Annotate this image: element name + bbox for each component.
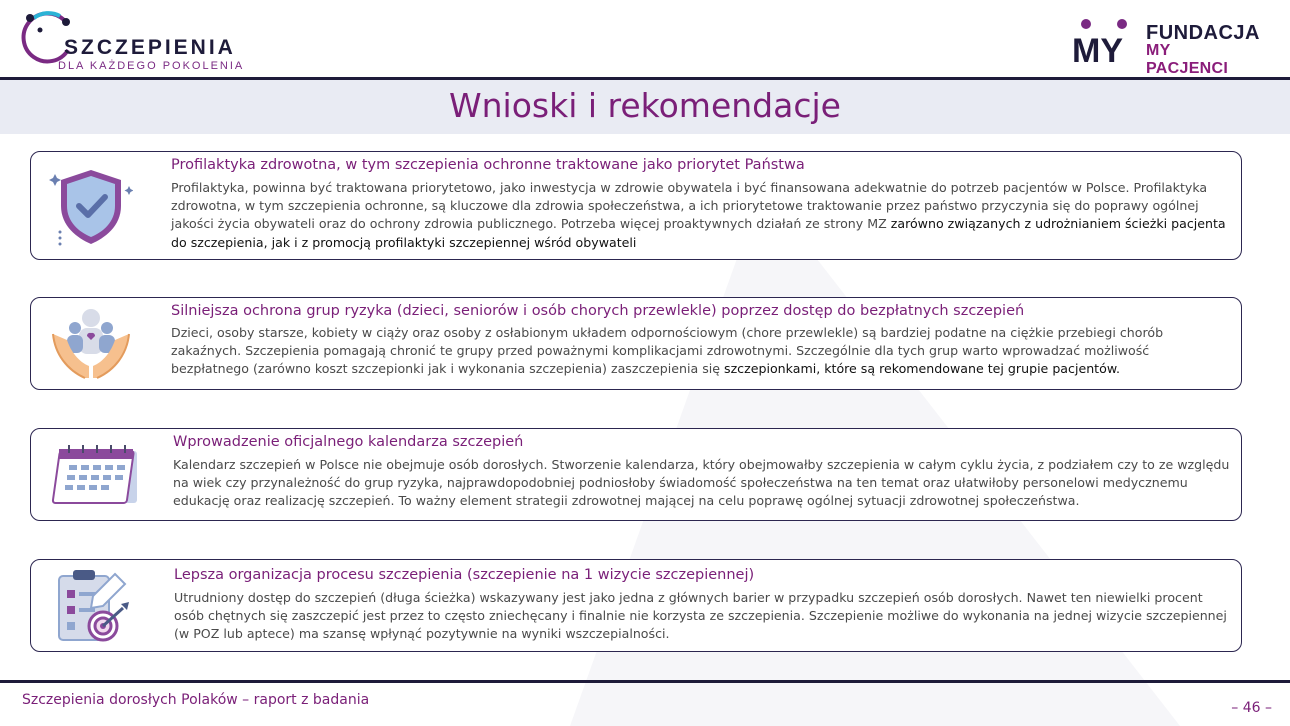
logo-fundacja-text: FUNDACJA <box>1146 22 1260 44</box>
card-body-emphasis: szczepionkami, które są rekomendowane tej grupie pacjentów. <box>724 361 1120 377</box>
logo-sub-text: DLA KAŻDEGO POKOLENIA <box>58 60 245 72</box>
card-body-text: Profilaktyka, powinna być traktowana priorytetowo, jako inwestycja w zdrowie obywatela i być finansowana adekwatnie do potrzeb pacjentów w Polsce. Profilaktyka zdrowotna, w tym szczepienia ochronne, są kluczowe dla zdrowia społeczeństwa, a ich priorytetowe traktowanie przez państwo przyczynia się do poprawy ogólnej jakości życia obywateli oraz do ochrony zdrowia publicznego. Potrzeba więcej proaktywnych działań ze strony MZ <box>171 180 1208 232</box>
szczepienia-logo <box>20 8 260 72</box>
card-body-text: Dzieci, osoby starsze, kobiety w ciąży oraz osoby z osłabionym układem odpornościowym (chore przewlekle) są bardziej podatne na ciężkie przebiegi chorób zakaźnych. Szczepienia pomagają chronić te grupy przed poważnymi komplikacjami zdrowotnymi. Szczególnie dla tych grup warto wprowadzać możliwość bezpłatnego (zarówno koszt szczepionki jak i wykonania szczepienia) zaszczepienia się <box>171 325 1164 377</box>
page-number: – 46 – <box>1231 700 1272 716</box>
card-body <box>173 456 1233 511</box>
footer-rule <box>0 680 1290 683</box>
card-title: Lepsza organizacja procesu szczepienia (szczepienie na 1 wizycie szczepiennej) <box>174 567 755 583</box>
recommendation-card-2 <box>30 297 1242 390</box>
logo-mypacjenci-text: MY PACJENCI <box>1146 42 1229 77</box>
clipboard-target-icon <box>49 566 133 646</box>
calendar-icon <box>49 443 139 505</box>
my-logo-icon <box>1072 18 1142 64</box>
hands-people-icon <box>49 304 133 384</box>
recommendation-card-1 <box>30 151 1242 260</box>
card-title: Wprowadzenie oficjalnego kalendarza szczepień <box>173 434 524 450</box>
recommendation-card-4 <box>30 559 1242 652</box>
page-title: Wnioski i rekomendacje <box>449 86 841 125</box>
shield-check-icon <box>49 164 133 248</box>
card-body <box>171 324 1231 379</box>
card-body-text: Kalendarz szczepień w Polsce nie obejmuje osób dorosłych. Stworzenie kalendarza, który obejmowałby szczepienia w całym cyklu życia, z podziałem czy to ze względu na wiek czy przynależność do grup ryzyka, najprawdopodobniej podniosłoby świadomość społeczeństwa na ten temat oraz ułatwiłoby personelowi medycznemu edukację oraz realizację szczepień. To ważny element strategii zdrowotnej mającej na celu poprawę ogólnej sytuacji zdrowotnej społeczeństwa. <box>173 457 1230 509</box>
recommendation-card-3 <box>30 428 1242 521</box>
fundacja-my-pacjenci-logo <box>1072 14 1260 77</box>
card-body <box>174 589 1234 644</box>
my-logo-mark: MY <box>1072 32 1123 64</box>
card-title: Profilaktyka zdrowotna, w tym szczepienia ochronne traktowane jako priorytet Państwa <box>171 157 805 173</box>
logo-main-text: SZCZEPIENIA <box>64 36 236 59</box>
card-title: Silniejsza ochrona grup ryzyka (dzieci, seniorów i osób chorych przewlekle) poprzez dostęp do bezpłatnych szczepień <box>171 303 1025 319</box>
footer-text: Szczepienia dorosłych Polaków – raport z badania <box>22 692 370 708</box>
card-body-emphasis: zarówno związanych z udrożnianiem ścieżki pacjenta do szczepienia, jak i z promocją profilaktyki szczepiennej wśród obywateli <box>171 216 1226 250</box>
card-body-text: Utrudniony dostęp do szczepień (długa ścieżka) wskazywany jest jako jedna z głównych barier w przypadku szczepień osób dorosłych. Nawet ten niewielki procent osób chętnych się zaszczepić jest przez to często zniechęcany i finalnie nie korzysta ze szczepienia. Szczepienie możliwe do wykonania na jednej wizycie szczepiennej (w POZ lub aptece) ma szansę wpłynąć pozytywnie na wyniki wszczepialności. <box>174 590 1227 642</box>
card-body <box>171 179 1231 252</box>
